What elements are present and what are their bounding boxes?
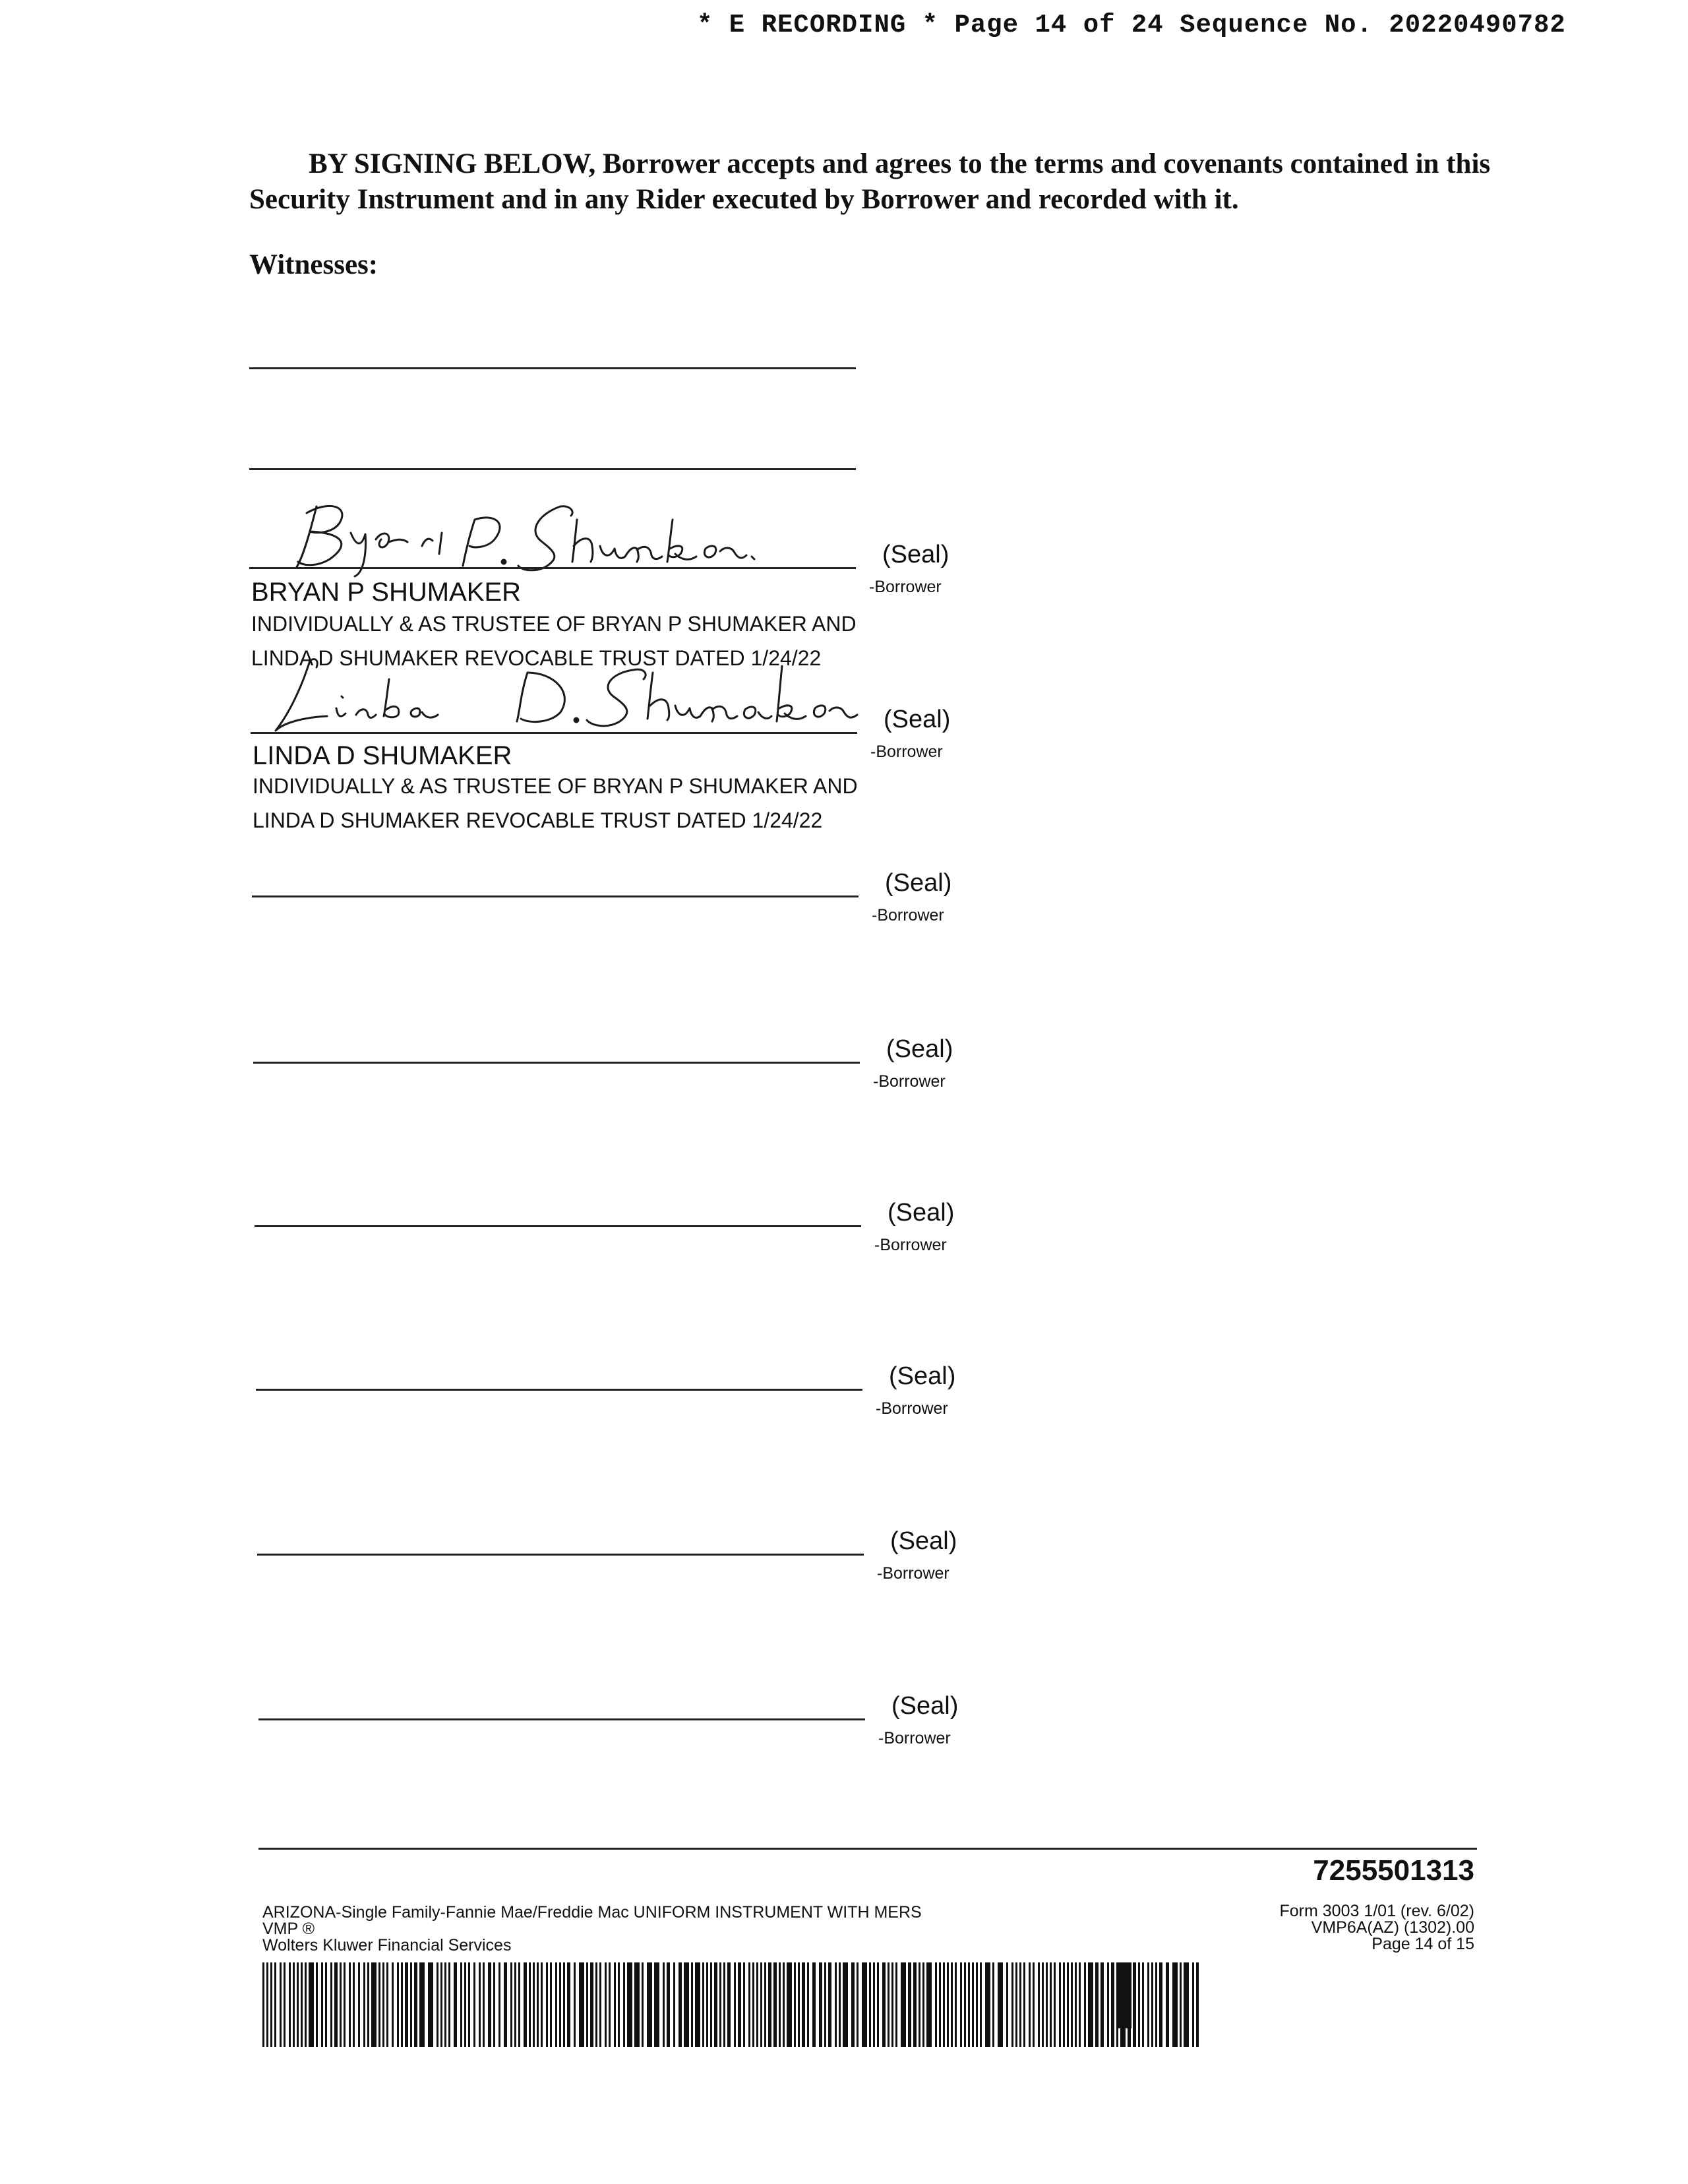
barcode-bar [691,1962,693,2047]
barcode-bar [609,1962,611,2047]
barcode-bar [913,1962,917,2047]
barcode-bar [1023,1962,1025,2047]
barcode-bar [992,1962,994,2047]
witness-line-2 [249,468,856,470]
trust-text-linda [253,769,858,837]
barcode-bar [397,1962,399,2047]
barcode-bar [1138,1962,1140,2047]
barcode-bar [723,1962,725,2047]
barcode-bar [274,1962,276,2047]
barcode-bar [882,1962,886,2047]
barcode-bar [546,1962,548,2047]
barcode-bar [891,1962,893,2047]
barcode-bar [642,1962,644,2047]
barcode-bar [448,1962,450,2047]
barcode-bar [1079,1962,1081,2047]
barcode-bar [605,1962,607,2047]
barcode-block [1117,1962,1131,2028]
barcode-bar [710,1962,712,2047]
barcode-bar [1155,1962,1157,2047]
barcode-bar [943,1962,945,2047]
barcode-bar [895,1962,897,2047]
form-description-line-3: Wolters Kluwer Financial Services [262,1936,512,1955]
barcode-bar [419,1962,425,2047]
barcode-bar [550,1962,552,2047]
barcode-bar [414,1962,417,2047]
page-number: Page 14 of 15 [1372,1935,1474,1953]
blank-seal-label-6: (Seal) [891,1692,959,1720]
barcode-bar [964,1962,966,2047]
barcode-bar [1184,1962,1189,2047]
barcode-bar [756,1962,758,2047]
signature-bryan [277,493,778,579]
barcode-bar [618,1962,620,2047]
barcode-bar [614,1962,616,2047]
barcode-bar [877,1962,879,2047]
barcode-bar [654,1962,659,2047]
barcode-bar [760,1962,762,2047]
barcode-bar [309,1962,314,2047]
barcode-bar [262,1962,264,2047]
barcode-bar [595,1962,597,2047]
barcode-bar [444,1962,446,2047]
barcode-bar [980,1962,982,2047]
barcode-bar [684,1962,689,2047]
barcode-bar [972,1962,974,2047]
barcode-bar [1067,1962,1069,2047]
form-identifier [1279,1902,1474,1953]
barcode-bar [623,1962,625,2047]
barcode-bar [382,1962,384,2047]
barcode-bar [579,1962,584,2047]
barcode-bar [779,1962,781,2047]
barcode-bar [586,1962,588,2047]
barcode-bar [1159,1962,1162,2047]
barcode-bar [401,1962,403,2047]
signature-linda [264,653,870,745]
blank-borrower-label-3: -Borrower [874,1236,947,1254]
barcode-bar [349,1962,351,2047]
barcode-bar [960,1962,962,2047]
barcode-bar [634,1962,640,2047]
blank-borrower-label-5: -Borrower [877,1564,950,1583]
barcode-bar [325,1962,327,2047]
barcode-bar [678,1962,682,2047]
barcode-bar [392,1962,394,2047]
barcode-bar [968,1962,970,2047]
barcode-bar [1166,1962,1169,2047]
barcode-bar [330,1962,332,2047]
barcode-bar [334,1962,338,2047]
barcode-bar [798,1962,800,2047]
barcode-bar [1006,1962,1008,2047]
barcode-bar [819,1962,822,2047]
barcode-bar [1071,1962,1073,2047]
barcode-bar [297,1962,299,2047]
barcode-bar [901,1962,906,2047]
loan-number: 7255501313 [1313,1854,1474,1887]
barcode-bar [1038,1962,1040,2047]
barcode-bar [783,1962,785,2047]
barcode-bar [529,1962,531,2047]
barcode-bar [627,1962,632,2047]
barcode-bar [802,1962,805,2047]
barcode-bar [794,1962,796,2047]
seal-label-linda: (Seal) [884,706,951,733]
barcode-bar [479,1962,481,2047]
barcode-bar [955,1962,957,2047]
barcode-bar [908,1962,911,2047]
barcode-bar [839,1962,841,2047]
barcode-bar [787,1962,792,2047]
barcode-bar [1015,1962,1017,2047]
trust-line-1: INDIVIDUALLY & AS TRUSTEE OF BRYAN P SHUMAKER AND [251,612,857,636]
barcode-bar [998,1962,1003,2047]
barcode-bar [714,1962,717,2047]
barcode-bar [498,1962,500,2047]
trust-line-2: LINDA D SHUMAKER REVOCABLE TRUST DATED 1/24/22 [253,808,823,832]
barcode-bar [358,1962,360,2047]
barcode-bar [1042,1962,1044,2047]
blank-signature-line-1 [252,895,859,897]
barcode-bar [807,1962,809,2047]
blank-seal-label-5: (Seal) [890,1527,957,1555]
barcode-bar [1111,1962,1114,2047]
barcode-bar [1046,1962,1048,2047]
barcode-bar [869,1962,871,2047]
barcode-bar [363,1962,365,2047]
barcode-bar [284,1962,286,2047]
recording-stamp: * E RECORDING * Page 14 of 24 Sequence No. 20220490782 [697,11,1566,40]
barcode-bar [647,1962,652,2047]
barcode-bar [460,1962,462,2047]
barcode-bar [567,1962,570,2047]
barcode-bar [316,1962,318,2047]
barcode-bar [518,1962,520,2047]
barcode-bar [919,1962,920,2047]
barcode-bar [437,1962,438,2047]
blank-signature-line-6 [258,1718,865,1720]
barcode-bar [667,1962,670,2047]
barcode-bar [555,1962,557,2047]
barcode-bar [888,1962,889,2047]
barcode-bar [473,1962,475,2047]
barcode-bar [985,1962,990,2047]
blank-seal-label-3: (Seal) [888,1199,955,1227]
blank-seal-label-1: (Seal) [885,869,952,897]
blank-signature-line-5 [257,1554,864,1556]
barcode-bar [410,1962,412,2047]
signing-statement [249,146,1491,218]
barcode-bar [510,1962,512,2047]
barcode-bar [493,1962,495,2047]
barcode-bar [563,1962,565,2047]
barcode-bar [483,1962,485,2047]
barcode-bar [1029,1962,1031,2047]
barcode-bar [734,1962,736,2047]
barcode-bar [289,1962,291,2047]
blank-borrower-label-1: -Borrower [872,906,944,925]
barcode-bar [828,1962,831,2047]
barcode-bar [752,1962,754,2047]
barcode-bar [280,1962,282,2047]
barcode-bar [266,1962,268,2047]
barcode-bar [1180,1962,1182,2047]
signature-line-linda [251,732,857,734]
barcode-bar [1075,1962,1077,2047]
barcode-bar [514,1962,516,2047]
barcode-bar [488,1962,491,2047]
barcode-bar [1054,1962,1056,2047]
barcode-bar [353,1962,355,2047]
form-number: Form 3003 1/01 (rev. 6/02) [1279,1902,1474,1920]
barcode-bar [367,1962,369,2047]
barcode-bar [727,1962,731,2047]
barcode-bar [873,1962,875,2047]
barcode-bar [468,1962,470,2047]
footer-rule [258,1848,1477,1850]
borrower-label-bryan: -Borrower [869,578,942,596]
form-description-line-2: VMP ® [262,1920,315,1938]
barcode-bar [738,1962,741,2047]
barcode-bar [270,1962,272,2047]
barcode-bar [1142,1962,1144,2047]
blank-signature-line-3 [255,1225,861,1227]
barcode-bar [378,1962,380,2047]
barcode-bar [440,1962,442,2047]
barcode-bar [541,1962,543,2047]
barcode-bar [743,1962,745,2047]
barcode-bar [321,1962,323,2047]
barcode-bar [976,1962,978,2047]
blank-seal-label-2: (Seal) [886,1035,953,1063]
barcode-bar [773,1962,777,2047]
barcode-bar [1063,1962,1065,2047]
barcode-bar [1196,1962,1199,2047]
barcode-bar [926,1962,932,2047]
blank-borrower-label-2: -Borrower [873,1072,946,1091]
barcode-bar [695,1962,700,2047]
barcode-bar [922,1962,924,2047]
barcode-bar [574,1962,576,2047]
witnesses-label: Witnesses: [249,249,378,280]
barcode-bar [524,1962,527,2047]
barcode-bar [305,1962,307,2047]
barcode-bar [1151,1962,1153,2047]
barcode-bar [1095,1962,1099,2047]
barcode-bar [939,1962,941,2047]
barcode-bar [454,1962,457,2047]
barcode-bar [590,1962,593,2047]
barcode-bar [1088,1962,1093,2047]
seal-label-bryan: (Seal) [882,541,950,568]
barcode-bar [857,1962,859,2047]
blank-signature-line-2 [253,1062,860,1064]
barcode-bar [1050,1962,1052,2047]
barcode-bar [1100,1962,1104,2047]
barcode-bar [862,1962,867,2047]
barcode-bar [405,1962,408,2047]
borrower-name-linda: LINDA D SHUMAKER [253,741,512,770]
witness-line-1 [249,367,856,369]
barcode-bar [1147,1962,1149,2047]
barcode-bar [1011,1962,1013,2047]
barcode-bar [537,1962,539,2047]
barcode-bar [386,1962,388,2047]
barcode-bar [1084,1962,1086,2047]
form-description [262,1903,922,1955]
signing-statement-line-1: BY SIGNING BELOW, Borrower accepts and agrees to the terms and covenants contained in this [309,148,1491,179]
barcode-bar [559,1962,561,2047]
barcode-bar [1033,1962,1035,2047]
barcode-bar [371,1962,377,2047]
blank-borrower-label-6: -Borrower [878,1729,951,1747]
barcode-bar [835,1962,837,2047]
barcode-bar [706,1962,708,2047]
barcode-bar [344,1962,346,2047]
barcode-bar [504,1962,507,2047]
vmp-code: VMP6A(AZ) (1302).00 [1311,1918,1474,1937]
barcode-bar [1133,1962,1136,2047]
barcode-bar [663,1962,665,2047]
borrower-name-bryan: BRYAN P SHUMAKER [251,578,522,607]
barcode-bar [843,1962,848,2047]
barcode-bar [533,1962,535,2047]
barcode-bar [293,1962,295,2047]
form-description-line-1: ARIZONA-Single Family-Fannie Mae/Freddie Mac UNIFORM INSTRUMENT WITH MERS [262,1903,922,1922]
barcode-bar [824,1962,826,2047]
barcode-bar [1059,1962,1061,2047]
barcode-bar [951,1962,953,2047]
barcode-bar [1172,1962,1178,2047]
barcode-bar [768,1962,771,2047]
barcode-bar [702,1962,704,2047]
signature-line-bryan [249,567,856,569]
blank-borrower-label-4: -Borrower [876,1399,948,1418]
barcode-bar [947,1962,949,2047]
barcode [262,1962,1200,2047]
barcode-bar [599,1962,601,2047]
barcode-bar [464,1962,466,2047]
barcode-bar [812,1962,816,2047]
barcode-bar [719,1962,721,2047]
signing-statement-line-2: Security Instrument and in any Rider executed by Borrower and recorded with it. [249,184,1239,215]
blank-signature-line-4 [256,1389,862,1391]
barcode-bar [673,1962,675,2047]
barcode-bar [1192,1962,1194,2047]
blank-seal-label-4: (Seal) [889,1362,956,1390]
barcode-bar [340,1962,342,2047]
trust-line-1: INDIVIDUALLY & AS TRUSTEE OF BRYAN P SHUMAKER AND [253,774,858,798]
barcode-bar [851,1962,855,2047]
barcode-bar [1107,1962,1109,2047]
barcode-bar [935,1962,937,2047]
trust-line-2: LINDA D SHUMAKER REVOCABLE TRUST DATED 1/24/22 [251,646,822,670]
barcode-bar [748,1962,750,2047]
barcode-bar [1019,1962,1021,2047]
borrower-label-linda: -Borrower [870,743,943,761]
barcode-bar [428,1962,433,2047]
barcode-bar [301,1962,303,2047]
barcode-bar [764,1962,766,2047]
